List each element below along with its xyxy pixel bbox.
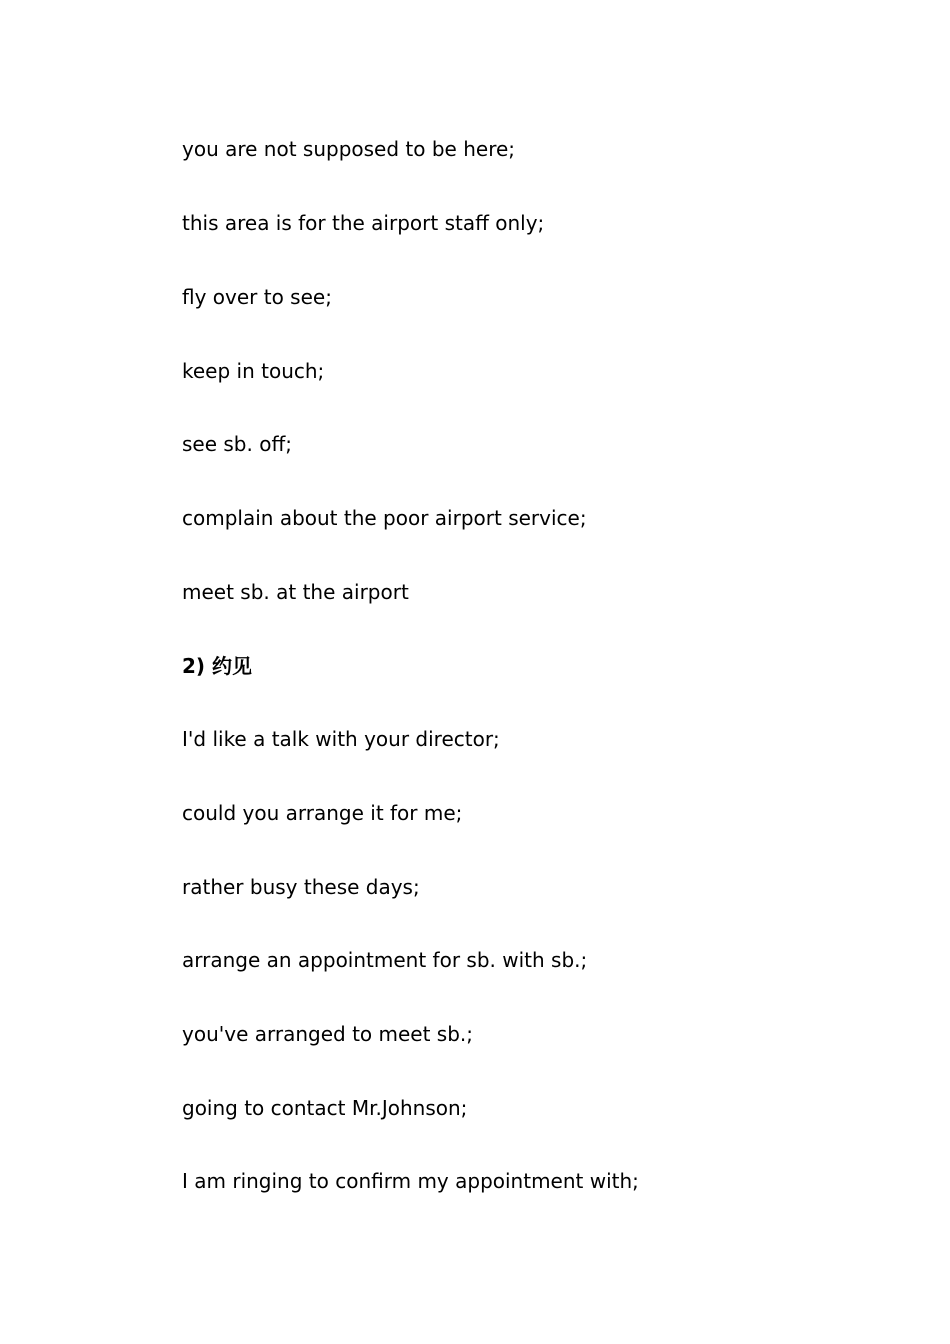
text-line: I am ringing to confirm my appointment with;	[182, 1169, 639, 1193]
text-line: I'd like a talk with your director;	[182, 727, 500, 751]
text-line: this area is for the airport staff only;	[182, 211, 545, 235]
section-heading: 2) 约见	[182, 654, 253, 678]
text-line: you are not supposed to be here;	[182, 137, 516, 161]
text-line: complain about the poor airport service;	[182, 506, 587, 530]
text-line: keep in touch;	[182, 359, 325, 383]
text-line: going to contact Mr.Johnson;	[182, 1096, 468, 1120]
text-line: could you arrange it for me;	[182, 801, 463, 825]
text-line: rather busy these days;	[182, 875, 420, 899]
text-line: you've arranged to meet sb.;	[182, 1022, 474, 1046]
text-line: arrange an appointment for sb. with sb.;	[182, 948, 588, 972]
text-line: see sb. off;	[182, 432, 292, 456]
text-line: fly over to see;	[182, 285, 332, 309]
text-line: meet sb. at the airport	[182, 580, 409, 604]
